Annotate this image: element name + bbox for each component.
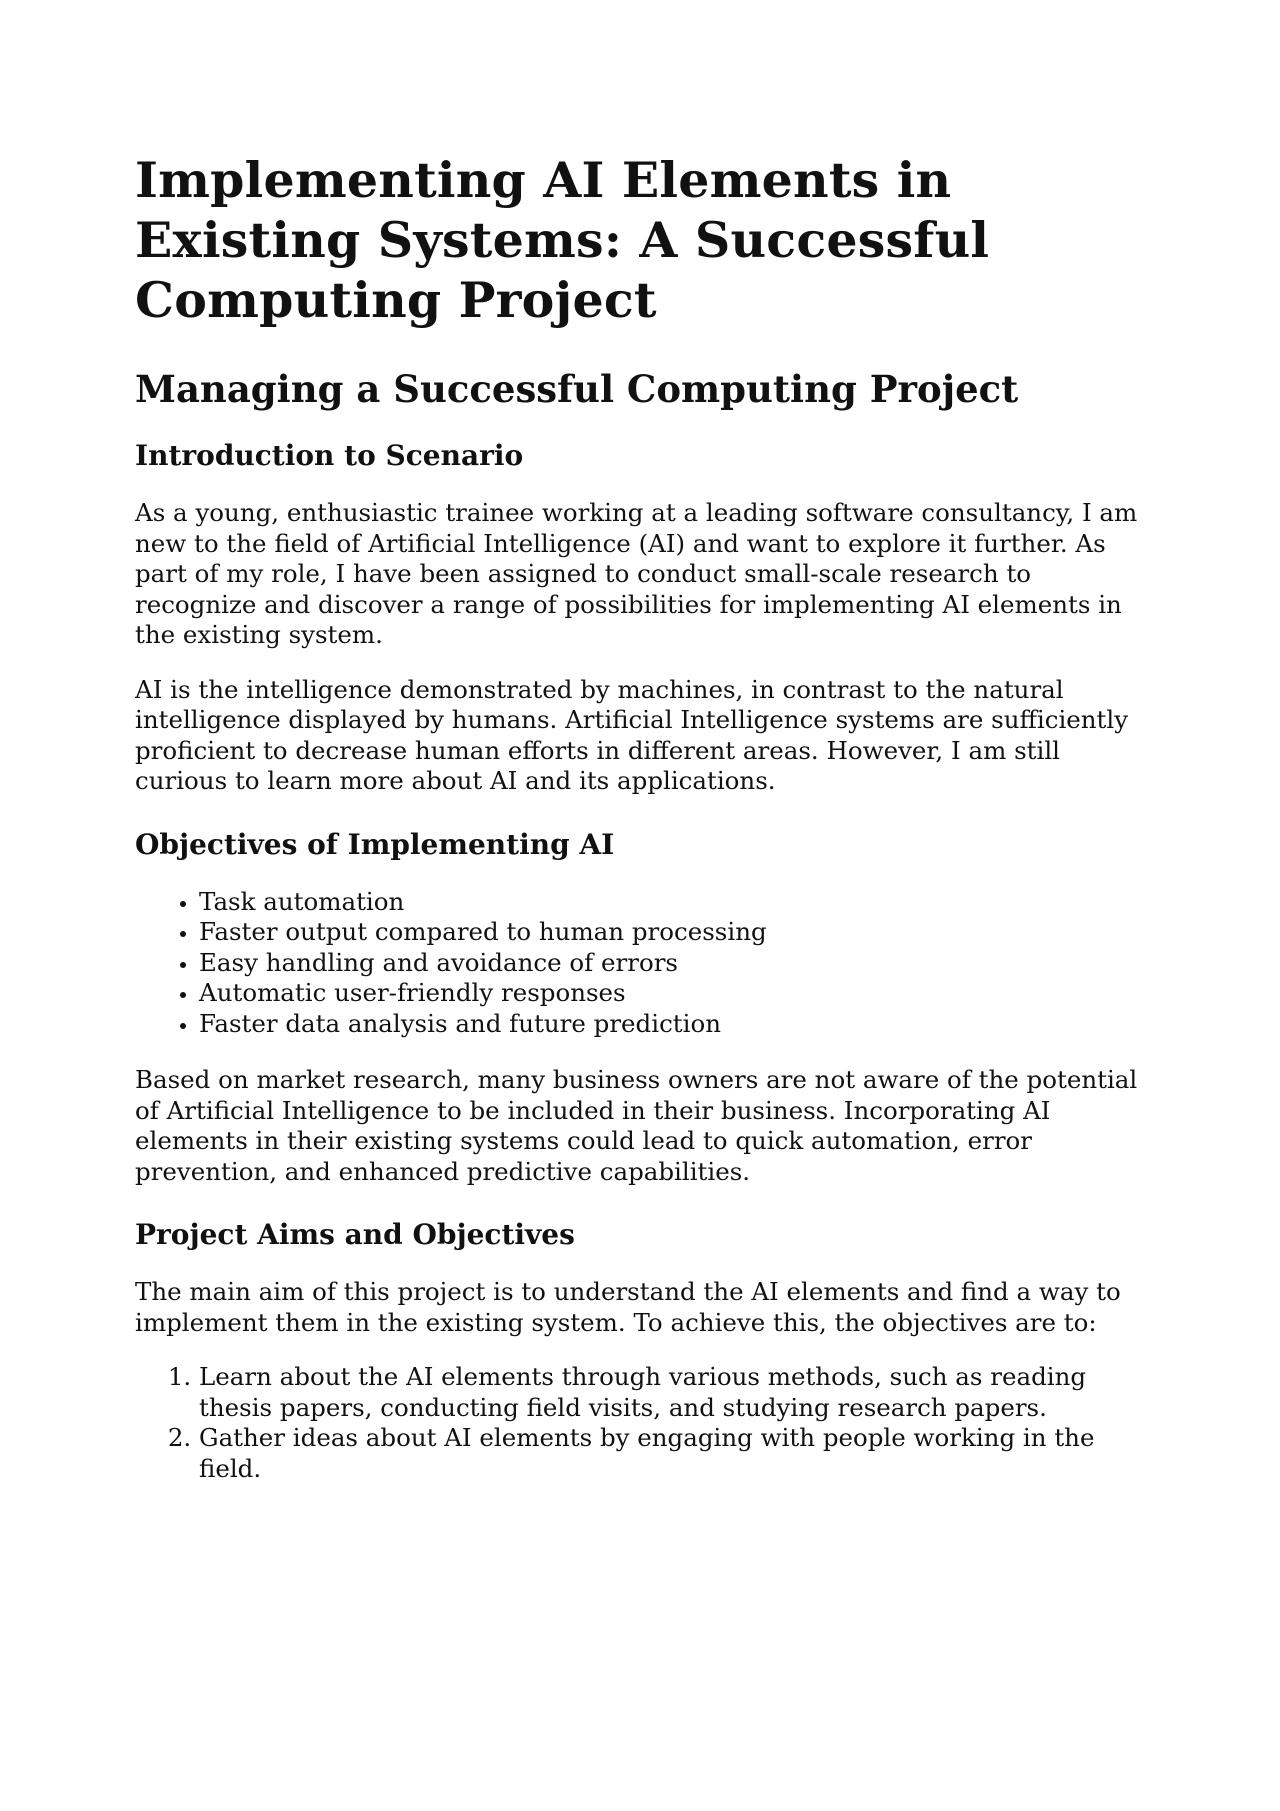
list-item: 2. Gather ideas about AI elements by engaging with people working in the field. — [199, 1423, 1155, 1484]
list-item: • Automatic user-friendly responses — [199, 978, 1155, 1009]
list-item: • Faster data analysis and future prediction — [199, 1009, 1155, 1040]
intro-paragraph-2: AI is the intelligence demonstrated by machines, in contrast to the natural intelligence displayed by humans. Artificial Intelligence systems are sufficiently proficient to decrease human efforts in different areas. However, I am still curious to learn more about AI and its applications. — [135, 674, 1129, 795]
list-item: • Easy handling and avoidance of errors — [199, 948, 1155, 979]
list-item: 1. Learn about the AI elements through various methods, such as reading thesis papers, conducting field visits, and studying research papers. — [199, 1362, 1155, 1423]
list-item: • Task automation — [199, 887, 1155, 918]
aims-heading: Project Aims and Objectives — [135, 1218, 575, 1251]
intro-heading: Introduction to Scenario — [135, 439, 524, 472]
aims-paragraph: The main aim of this project is to understand the AI elements and find a way to implement them in the existing system. To achieve this, the objectives are to: — [135, 1277, 1121, 1337]
objectives-paragraph: Based on market research, many business owners are not aware of the potential of Artificial Intelligence to be included in their business. Incorporating AI elements in their existing systems could lead to quick automation, error prevention, and enhanced predictive capabilities. — [135, 1065, 1138, 1186]
list-item: • Faster output compared to human processing — [199, 917, 1155, 948]
document-subtitle: Managing a Successful Computing Project — [135, 367, 1019, 411]
objectives-heading: Objectives of Implementing AI — [135, 827, 615, 861]
intro-paragraph-1: As a young, enthusiastic trainee working at a leading software consultancy, I am new to the field of Artificial Intelligence (AI) and want to explore it further. As part of my role, I have been assigned to conduct small-scale research to recognize and discover a range of possibilities for implementing AI elements in the existing system. — [135, 498, 1138, 649]
aims-list — [135, 1362, 1155, 1484]
document-page — [135, 150, 1155, 1510]
document-title: Implementing AI Elements in Existing Systems: A Successful Computing Project — [135, 151, 990, 329]
objectives-list — [135, 887, 1155, 1040]
